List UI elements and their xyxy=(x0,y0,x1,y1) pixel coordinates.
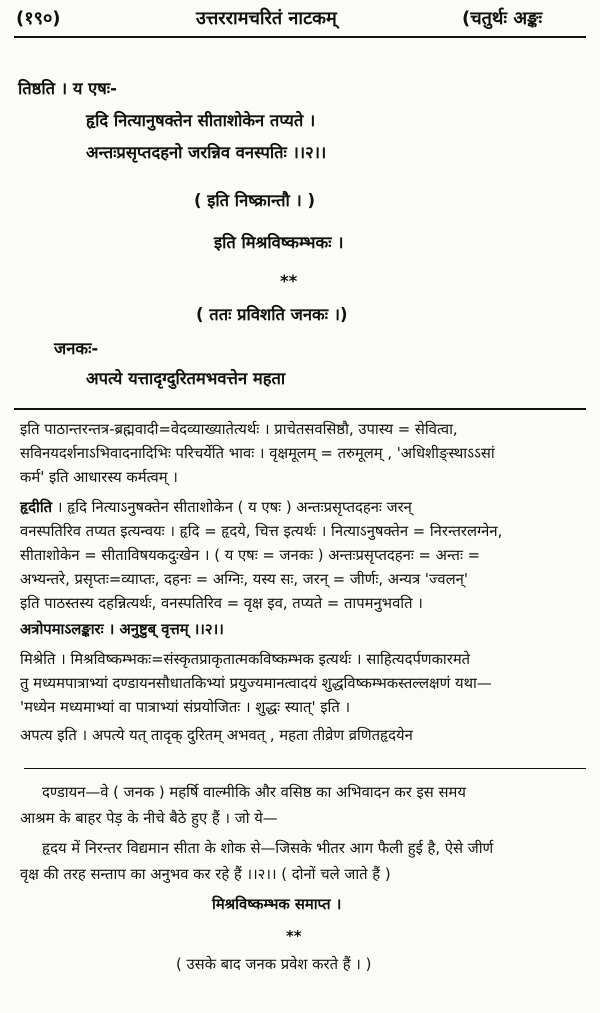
page-title: उत्तररामचरितं नाटकम् xyxy=(196,8,337,29)
scene-end-note: इति मिश्रविष्कम्भकः । xyxy=(214,233,344,252)
commentary-line: अत्रोपमाऽलङ्कारः । अनुष्टुब् वृत्तम् ।।२।। xyxy=(20,621,224,638)
verse-line-1: हृदि नित्यानुषक्तेन सीताशोकेन तप्यते । xyxy=(86,111,316,130)
translation-line: हृदय में निरन्तर विद्यमान सीता के शोक से—जिसके भीतर आग फैली हुई है, ऐसे जीर्ण xyxy=(42,840,494,857)
commentary-line: अभ्यन्तरे, प्रसृप्तः=व्याप्तः, दहनः = अग्निः, यस्य सः, जरन् = जीर्णः, अन्यत्र 'ज्वलन्' xyxy=(20,571,468,588)
header-rule xyxy=(14,36,586,38)
janaka-line: अपत्ये यत्तादृग्दुरितमभवत्तेन महता xyxy=(86,369,286,388)
stage-direction-exit: ( इति निष्क्रान्तौ । ) xyxy=(194,191,316,210)
commentary-line: 'मध्येन मध्यमाभ्यां वा पात्राभ्यां संप्रयोजितः । शुद्धः स्यात्' इति । xyxy=(20,699,351,716)
translation-line: ** xyxy=(286,928,302,945)
translation-line: आश्रम के बाहर पेड़ के नीचे बैठे हुए हैं । जो ये— xyxy=(20,810,278,827)
commentary-text: । हृदि नित्याऽनुषक्तेन सीताशोकेन ( य एषः ) अन्तःप्रसृप्तदहनः जरन् xyxy=(52,499,412,516)
verse-line-2: अन्तःप्रसृप्तदहनो जरन्निव वनस्पतिः ।।२।। xyxy=(86,143,327,162)
stage-direction-enter: ( ततः प्रविशति जनकः ।) xyxy=(196,305,348,324)
commentary-line: कर्म' इति आधारस्य कर्मत्वम् । xyxy=(20,469,178,486)
commentary-line: इति पाठस्तस्य दहन्नित्यर्थः, वनस्पतिरिव = वृक्ष इव, तप्यते = तापमनुभवति । xyxy=(20,595,423,612)
translation-line: ( उसके बाद जनक प्रवेश करते हैं । ) xyxy=(176,956,372,973)
commentary-line xyxy=(20,496,586,520)
speaker-janaka: जनकः- xyxy=(54,339,99,358)
commentary-line: सविनयदर्शनाऽभिवादनादिभिः परिचर्येति भावः । वृक्षमूलम् = तरुमूलम् , 'अधिशीङ्स्थाऽऽसां xyxy=(20,445,495,462)
commentary-line: तु मध्यमपात्राभ्यां दण्डायनसौधातकिभ्यां प्रयुज्यमानत्वादयं शुद्धविष्कम्भकस्तल्लक्षणं यथा— xyxy=(20,675,492,692)
commentary-line: अपत्य इति । अपत्ये यत् तादृक् दुरितम् अभवत् , महता तीव्रेण व्रणितहृदयेन xyxy=(20,727,413,744)
commentary-line: मिश्रेति । मिश्रविष्कम्भकः=संस्कृतप्राकृतात्मकविष्कम्भक इत्यर्थः । साहित्यदर्पणकारमते xyxy=(20,651,471,668)
section-stars: ** xyxy=(280,272,298,291)
commentary-emphasis: हृदीति xyxy=(20,499,53,516)
page-number: (१९०) xyxy=(16,8,61,29)
commentary-rule xyxy=(14,408,586,410)
commentary-line: वनस्पतिरिव तप्यत इत्यन्वयः । हृदि = हृदये, चित्त इत्यर्थः । नित्याऽनुषक्तेन = निरन्तरलग्नेन, xyxy=(20,523,503,540)
translation-rule xyxy=(24,768,586,769)
speaker-tishthati: तिष्ठति । य एषः- xyxy=(18,79,117,98)
translation-line: मिश्रविष्कम्भक समाप्त । xyxy=(212,896,342,913)
chapter-label: (चतुर्थः अङ्कः xyxy=(462,8,543,29)
translation-line: दण्डायन—वे ( जनक ) महर्षि वाल्मीकि और वसिष्ठ का अभिवादन कर इस समय xyxy=(42,784,466,801)
commentary-line: सीताशोकेन = सीताविषयकदुःखेन । ( य एषः = जनकः ) अन्तःप्रसृप्तदहनः = अन्तः = xyxy=(20,547,481,564)
commentary-line: इति पाठान्तरन्तत्र-ब्रह्मवादी=वेदव्याख्यातेत्यर्थः । प्राचेतसवसिष्ठौ, उपास्य = सेवित्वा, xyxy=(20,421,458,438)
translation-line: वृक्ष की तरह सन्ताप का अनुभव कर रहे हैं ।।२।। ( दोनों चले जाते हैं ) xyxy=(20,866,391,883)
page-header xyxy=(0,6,600,32)
